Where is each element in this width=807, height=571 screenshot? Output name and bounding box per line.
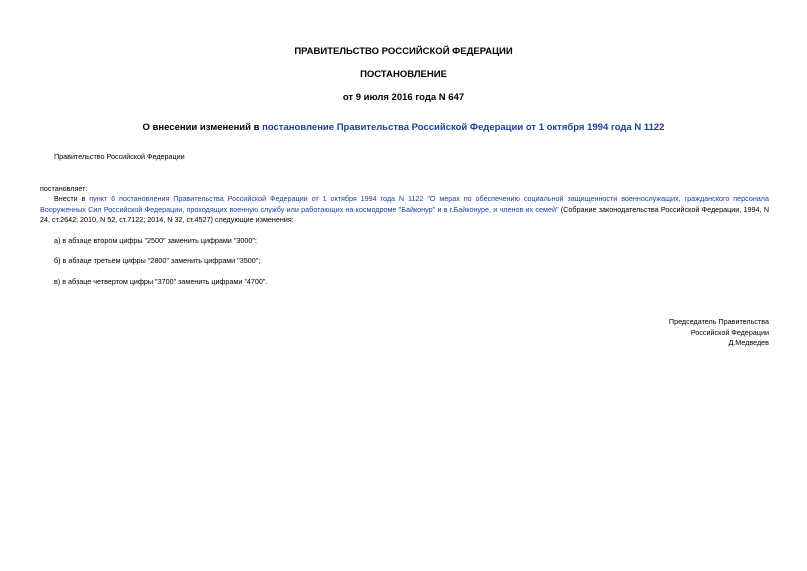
main-prefix: Внести в — [54, 194, 90, 203]
amendment-item-a: а) в абзаце втором цифры "2500" заменить цифрами "3000"; — [54, 236, 257, 245]
title-reference-link[interactable]: постановление Правительства Российской Федерации от 1 октября 1994 года N 1122 — [262, 122, 665, 133]
main-reference-link[interactable]: пункт 6 постановления Правительства Российской Федерации от 1 октября 1994 года N 1122 "О мерах по обеспечению социальной защищенности военнослужащих, гражданского персонала Вооруженных Сил Российской Федерации, проходящих военную службу или работающих на космодроме "Байконур" и в г.Байконуре, и членов их семей" — [40, 194, 769, 214]
main-suffix: (Собрание законодательства Российской Федерации, 1994, N 24, ст.2642; 2010, N 52, ст.7122; 2014, N 32, ст.4527) следующие изменения: — [40, 204, 770, 225]
amendment-item-b: б) в абзаце третьем цифры "2800" заменить цифрами "3500"; — [54, 256, 261, 265]
signature-block — [669, 317, 769, 349]
signature-position: Председатель Правительства — [668, 317, 769, 326]
amendment-item-c: в) в абзаце четвертом цифры "3700" заменить цифрами "4700". — [54, 277, 268, 286]
resolves-line: постановляет: — [40, 184, 88, 193]
date-number-heading: от 9 июля 2016 года N 647 — [342, 92, 465, 103]
main-paragraph — [40, 194, 769, 226]
title-prefix: О внесении изменений в — [142, 122, 263, 133]
government-line: Правительство Российской Федерации — [54, 152, 185, 161]
document-title — [0, 122, 807, 134]
document-type-heading: ПОСТАНОВЛЕНИЕ — [360, 69, 447, 80]
government-heading: ПРАВИТЕЛЬСТВО РОССИЙСКОЙ ФЕДЕРАЦИИ — [294, 46, 513, 57]
signature-organization: Российской Федерации — [690, 327, 769, 337]
signature-name: Д.Медведев — [728, 338, 769, 348]
